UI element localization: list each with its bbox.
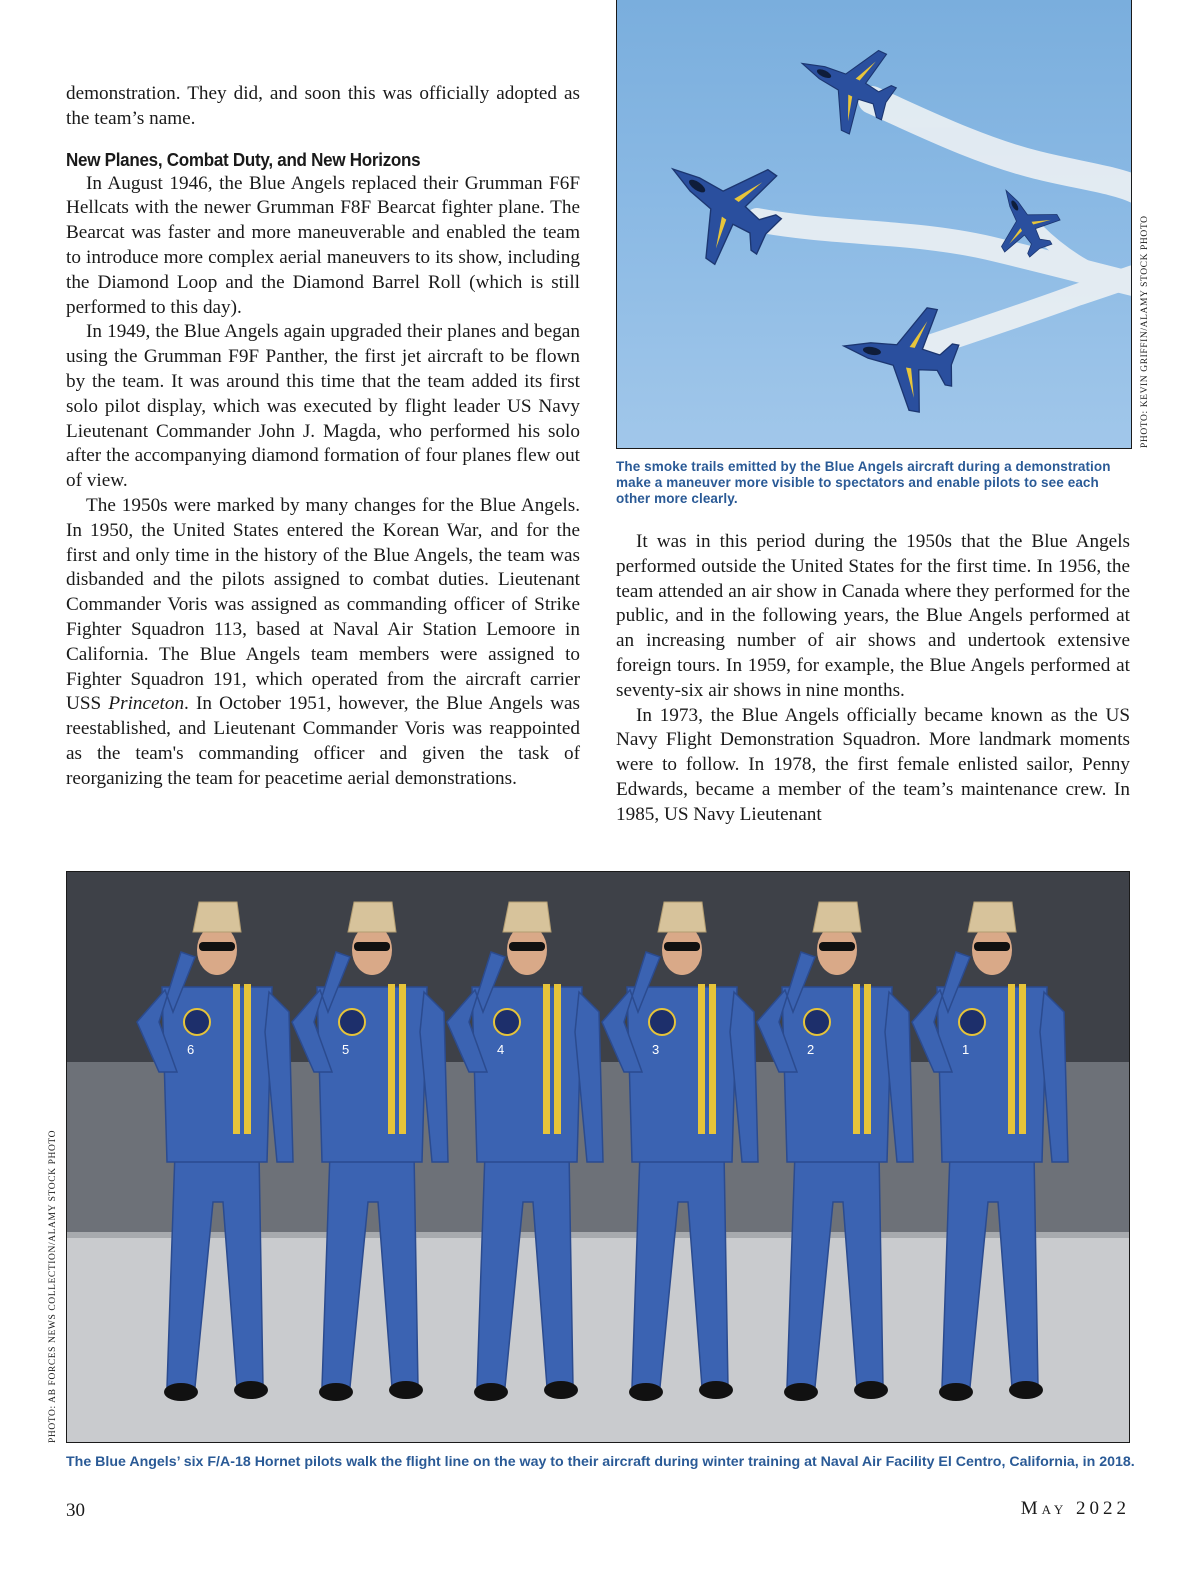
right-column — [616, 530, 1130, 828]
sunglasses-icon — [354, 942, 390, 951]
paragraph: demonstration. They did, and soon this was officially adopted as the team’s name. — [66, 83, 580, 129]
text-run: The 1950s were marked by many changes for the Blue Angels. In 1950, the United States entered the Korean War, and for the first and only time in the history of the Blue Angels, the team was disbanded and the pilots assigned to combat duties. Lieutenant Commander Voris was assigned as commanding officer of Strike Fighter Squadron 113, based at Naval Air Station Lemoore in California. The Blue Angels team members were assigned to Fighter Squadron 191, which operated from the aircraft carrier USS — [66, 494, 580, 715]
shoe-icon — [854, 1381, 888, 1399]
squadron-patch-icon — [649, 1009, 675, 1035]
sunglasses-icon — [509, 942, 545, 951]
cap-icon — [813, 902, 861, 932]
paragraph — [66, 494, 580, 792]
cap-icon — [968, 902, 1016, 932]
shoe-icon — [939, 1383, 973, 1401]
issue-date: May 2022 — [1020, 1498, 1130, 1519]
jets-illustration — [617, 0, 1131, 448]
shoe-icon — [629, 1383, 663, 1401]
paragraph: In 1973, the Blue Angels officially became known as the US Navy Flight Demonstration Squadron. More landmark moments were to follow. In 1978, the first female enlisted sailor, Penny Edwards, became a member of the team’s maintenance crew. In 1985, US Navy Lieutenant — [616, 704, 1130, 825]
cap-icon — [503, 902, 551, 932]
photo-caption: The smoke trails emitted by the Blue Angels aircraft during a demonstration make a maneuver more visible to spectators and enable pilots to see each other more clearly. — [616, 459, 1111, 506]
shoe-icon — [474, 1383, 508, 1401]
shoe-icon — [1009, 1381, 1043, 1399]
shoe-icon — [784, 1383, 818, 1401]
cap-icon — [348, 902, 396, 932]
jet-icon — [835, 295, 964, 417]
smoke-trails — [757, 100, 1131, 350]
sunglasses-icon — [664, 942, 700, 951]
pilot-number: 1 — [962, 1042, 970, 1057]
pilot-number: 2 — [807, 1042, 815, 1057]
shoe-icon — [389, 1381, 423, 1399]
shoe-icon — [699, 1381, 733, 1399]
shoe-icon — [319, 1383, 353, 1401]
squadron-patch-icon — [184, 1009, 210, 1035]
photo-caption: The Blue Angels’ six F/A-18 Hornet pilots walk the flight line on the way to their aircraft during winter training at Naval Air Facility El Centro, California, in 2018. — [66, 1454, 1135, 1470]
pilot-number: 6 — [187, 1042, 195, 1057]
photo-credit: PHOTO: KEVIN GRIFFIN/ALAMY STOCK PHOTO — [1140, 215, 1150, 448]
jet-icon — [784, 24, 908, 144]
squadron-patch-icon — [804, 1009, 830, 1035]
pilot-number: 3 — [652, 1042, 660, 1057]
paragraph: In August 1946, the Blue Angels replaced their Grumman F6F Hellcats with the newer Grumman F8F Bearcat fighter plane. The Bearcat was faster and more maneuverable and enabled the team to introduce more complex aerial maneuvers to its show, including the Diamond Loop and the Diamond Barrel Roll (which is still performed to this day). — [66, 172, 580, 318]
sky-photo — [616, 0, 1132, 449]
left-column — [66, 82, 580, 792]
pilots-illustration — [67, 872, 1129, 1442]
pilot-number: 4 — [497, 1042, 505, 1057]
squadron-patch-icon — [959, 1009, 985, 1035]
ship-name: Princeton — [108, 693, 185, 715]
paragraph: In 1949, the Blue Angels again upgraded their planes and began using the Grumman F9F Panther, the first jet aircraft to be flown by the team. It was around this time that the team added its first solo pilot display, which was executed by flight leader US Navy Lieutenant Commander John J. Magda, who performed his solo after the accompanying diamond formation of four planes flew out of view. — [66, 321, 580, 492]
sunglasses-icon — [819, 942, 855, 951]
shoe-icon — [234, 1381, 268, 1399]
text-run: . In October 1951, however, the Blue Angels was reestablished, and Lieutenant Commander Voris was reappointed as the team's commanding officer and given the task of reorganizing the team for peacetime aerial demonstrations. — [66, 693, 580, 789]
sunglasses-icon — [974, 942, 1010, 951]
cap-icon — [658, 902, 706, 932]
pilot-number: 5 — [342, 1042, 350, 1057]
squadron-patch-icon — [339, 1009, 365, 1035]
jet-icon — [642, 125, 800, 281]
shoe-icon — [544, 1381, 578, 1399]
sunglasses-icon — [199, 942, 235, 951]
photo-credit: PHOTO: AB FORCES NEWS COLLECTION/ALAMY STOCK PHOTO — [48, 1129, 58, 1443]
shoe-icon — [164, 1383, 198, 1401]
crew-photo — [66, 871, 1130, 1443]
paragraph: It was in this period during the 1950s that the Blue Angels performed outside the United States for the first time. In 1956, the team attended an air show in Canada where they performed for the public, and in the following years, the Blue Angels performed at an increasing number of air shows and undertook extensive foreign tours. In 1959, for example, the Blue Angels performed at seventy-six air shows in nine months. — [616, 531, 1130, 701]
section-heading: New Planes, Combat Duty, and New Horizons — [66, 148, 421, 170]
page-number: 30 — [66, 1500, 85, 1521]
cap-icon — [193, 902, 241, 932]
squadron-patch-icon — [494, 1009, 520, 1035]
